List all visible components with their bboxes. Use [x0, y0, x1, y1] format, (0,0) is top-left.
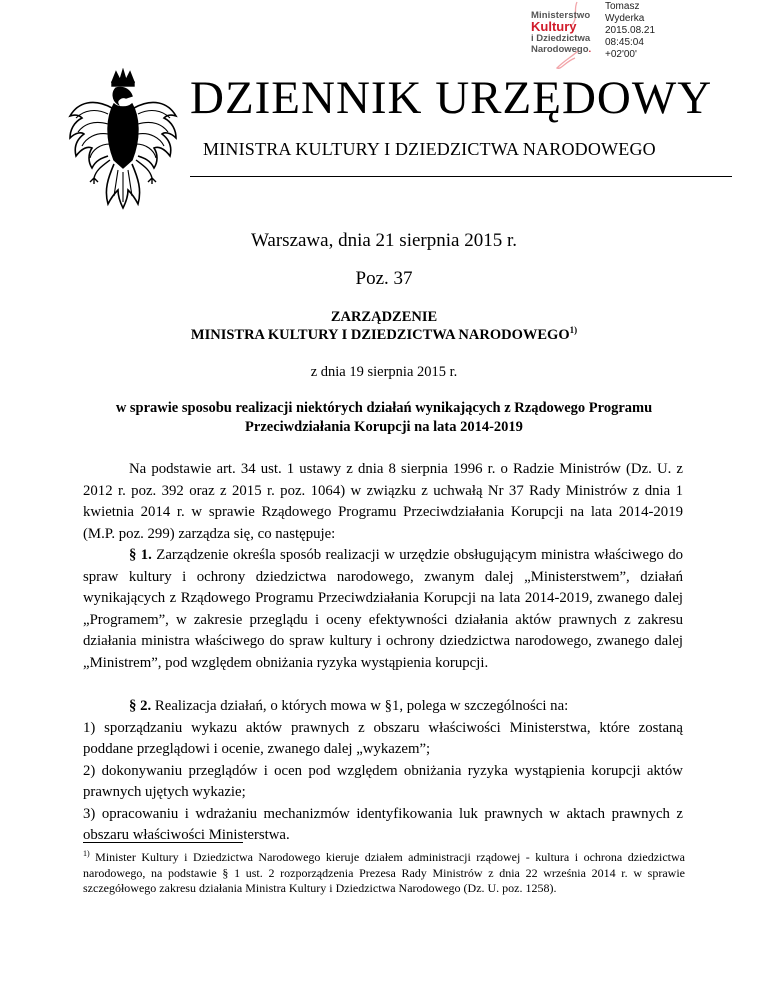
footnote-ref: 1): [569, 325, 578, 336]
section-2-label: § 2.: [129, 698, 152, 714]
journal-subtitle: MINISTRA KULTURY I DZIEDZICTWA NARODOWEGO: [203, 139, 656, 159]
list-item: 1) sporządzaniu wykazu aktów prawnych z obszaru właściwości Ministerstwa, które zostaną poddane przeglądowi i ocenie, zwanego dalej „wykazem”;: [83, 719, 683, 757]
list-item: 2) dokonywaniu przeglądów i ocen pod względem obniżania ryzyka wystąpienia korupcji aktów prawnych ujętych wykazie;: [83, 762, 683, 800]
footnote-divider: [83, 842, 243, 843]
logo-line-2: Kultury: [531, 19, 577, 34]
signer-first-name: Tomasz: [605, 1, 640, 12]
logo-line-1: Ministerstwo: [531, 10, 591, 21]
section-1-paragraph: [83, 545, 683, 674]
footnote: [83, 850, 685, 897]
section-2: [83, 696, 683, 847]
signature-stamp: [531, 0, 731, 70]
footnote-marker: 1): [83, 849, 90, 858]
signer-info: [605, 1, 655, 61]
act-issuer: MINISTRA KULTURY I DZIEDZICTWA NARODOWEGO$^{1)}$: [190, 325, 578, 343]
preamble-text: Na podstawie art. 34 ust. 1 ustawy z dnia 8 sierpnia 1996 r. o Radzie Ministrów (Dz. U. z 2012 r. poz. 392 oraz z 2015 r. poz. 1064) w związku z uchwałą Nr 37 Rady Ministrów z dnia 1 kwietnia 2014 r. w sprawie Rządowego Programu Przeciwdziałania Korupcji na lata 2014-2019 (M.P. poz. 299) zarządza się, co następuje:: [83, 461, 683, 542]
preamble: [83, 459, 683, 545]
act-type: ZARZĄDZENIE: [330, 309, 438, 325]
section-1-label: § 1.: [129, 547, 152, 563]
ministry-logo: [531, 10, 603, 55]
position-number: Poz. 37: [355, 268, 413, 289]
list-item: 3) opracowaniu i wdrażaniu mechanizmów identyfikowania luk prawnych w aktach prawnych z obszaru właściwości Ministerstwa.: [83, 805, 683, 843]
act-subject-line-1: w sprawie sposobu realizacji niektórych działań wynikających z Rządowego Programu: [115, 400, 653, 416]
signature-date: 2015.08.21: [605, 25, 656, 36]
logo-line-4: Narodowego.: [531, 44, 592, 55]
journal-title: DZIENNIK URZĘDOWY: [190, 72, 713, 124]
signature-time: 08:45:04: [605, 37, 644, 48]
signature-timezone: +02'00': [605, 49, 637, 60]
act-date: z dnia 19 sierpnia 2015 r.: [310, 364, 458, 380]
section-2-intro: Realizacja działań, o których mowa w §1, polega w szczególności na:: [154, 698, 569, 714]
section-2-intro-paragraph: [83, 696, 683, 718]
footnote-text: Minister Kultury i Dziedzictwa Narodowego kieruje działem administracji rządowej - kultura i ochrona dziedzictwa narodowego, na podstawie § 1 ust. 2 rozporządzenia Prezesa Rady Ministrów z dnia 22 września 2014 r. w sprawie szczegółowego zakresu działania Ministra Kultury i Dziedzictwa Narodowego (Dz. U. poz. 1258).: [83, 850, 686, 895]
polish-eagle-icon: [64, 68, 182, 210]
publication-place-date: Warszawa, dnia 21 sierpnia 2015 r.: [251, 230, 517, 251]
logo-line-3: i Dziedzictwa: [531, 33, 591, 44]
signer-last-name: Wyderka: [605, 13, 645, 24]
section-1: [83, 545, 683, 674]
act-subject-line-2: Przeciwdziałania Korupcji na lata 2014-2019: [245, 419, 523, 435]
header-divider: [190, 176, 732, 177]
section-1-text: Zarządzenie określa sposób realizacji w urzędzie obsługującym ministra właściwego do spraw kultury i ochrony dziedzictwa narodowego, zwanym dalej „Ministerstwem”, działań wynikających z Rządowego Programu Przeciwdziałania Korupcji na lata 2014-2019, zwanego dalej „Programem”, w zakresie przeglądu i oceny efektywności działania aktów prawnych z zakresu działania ministra właściwego do spraw kultury i ochrony dziedzictwa narodowego, zwanego dalej „Ministrem”, pod względem obniżania ryzyka wystąpienia korupcji.: [83, 547, 684, 671]
